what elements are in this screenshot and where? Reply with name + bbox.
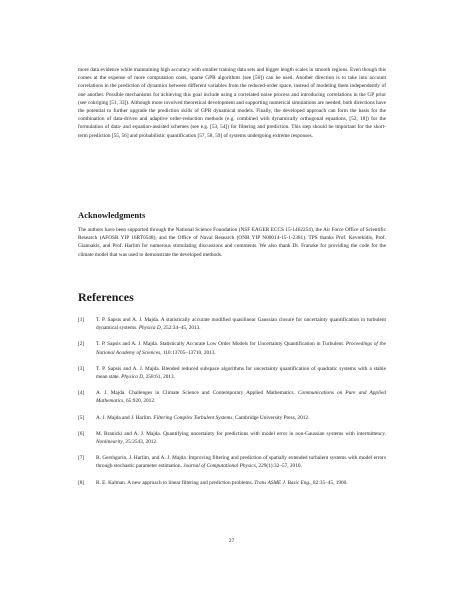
reference-item: [78, 479, 386, 487]
reference-details: , 65:920, 2012.: [123, 398, 156, 405]
page-number: 27: [228, 538, 235, 544]
reference-details: . Cambridge University Press, 2012.: [232, 414, 310, 421]
reference-title: Statistically Accurate Low Order Models for Uncertainty Quantification in Turbulent.: [158, 341, 346, 348]
reference-venue: Trans ASME J. Basic Eng.: [254, 479, 311, 486]
reference-number: [3]: [78, 365, 85, 372]
reference-venue: Physica D: [121, 374, 144, 381]
reference-details: , 252:34–45, 2013.: [160, 325, 201, 332]
body-paragraph: more data evidence while maintaining high accuracy with smaller training data sets and bigger length scales in smooth regions. Even though this comes at the expense of more computation costs, sparse GPR algorithms (see [50]) can be used. Another direction is to take into account correlations in the prediction of dynamics between different variables from the reduced-order space, instead of modeling them independently of one another. Possible mechanisms for achieving this goal include using a correlated noise process and introducing correlations in the GP prior (see cokriging [51, 33]). Although more involved theoretical development and supporting numerical simulations are needed, both directions have the potential to further upgrade the prediction skills of GPR dynamical models. Finally, the developed approach can form the basis for the combination of data-driven and adaptive order-reduction methods (e.g. combined with dynamically orthogonal equations, [52, 18]) for the formulation of data- and equation-assisted schemes (see e.g. [53, 54]) for filtering and prediction. This step should be important for the short-term prediction [55, 56] and probabilistic quantification [57, 58, 59] of systems undergoing extreme responses.: [78, 67, 386, 139]
reference-venue: Proceedings of the National Academy of Sciences: [96, 341, 386, 356]
reference-venue: Nonlinearity: [96, 439, 123, 446]
reference-authors: B. Gershgorin, J. Harlim, and A. J. Majda.: [96, 455, 188, 462]
reference-title: Blended reduced subspace algorithms for uncertainty quantification of quadratic systems with a stable mean state.: [96, 365, 386, 381]
reference-venue: Journal of Computational Physics: [183, 463, 256, 470]
reference-number: [4]: [78, 390, 85, 397]
reference-item: [78, 430, 386, 446]
reference-venue: Physica D: [138, 325, 161, 332]
reference-title: A new approach to linear filtering and prediction problems.: [126, 479, 255, 486]
reference-number: [1]: [78, 317, 85, 323]
reference-title: Challenges in Climate Science and Contemporary Applied Mathematics.: [125, 390, 299, 397]
references-heading: References: [78, 290, 134, 304]
reference-item: [78, 340, 386, 356]
reference-details: , 258:61, 2013.: [143, 374, 176, 381]
acknowledgments-paragraph: The authors have been supported through the National Science Foundation (NSF EAGER ECCS 15-1462254), the Air Force Office of Scientific Research (AFOSR YIP 16RT0548), and the Office of Naval Research (ONR YIP N00014-15-1-2381). TPS thanks Prof. Kevrekidis, Prof. Giannakis, and Prof. Harlim for numerous stimulating discussions and comments. We also thank Dr. Franzke for providing the code for the climate model that was used to demonstrate the developed methods.: [78, 227, 386, 258]
reference-item: [78, 365, 386, 381]
reference-title: Improving filtering and prediction of spatially extended turbulent systems with model errors through stochastic parameter estimation.: [96, 455, 386, 470]
reference-list: [78, 316, 386, 495]
acknowledgments-heading: Acknowledgments: [78, 210, 146, 220]
reference-authors: M. Branicki and A. J. Majda.: [96, 430, 162, 437]
reference-number: [7]: [78, 455, 85, 462]
reference-title: Quantifying uncertainty for predictions with model error in non-Gaussian systems with intermittency.: [161, 430, 386, 437]
reference-venue: Filtering Complex Turbulent Systems: [153, 414, 233, 421]
reference-item: [78, 414, 386, 422]
reference-number: [2]: [78, 341, 85, 348]
reference-authors: R. E. Kalman.: [96, 479, 127, 486]
reference-details: , 110:13705–13710, 2013.: [160, 349, 216, 356]
reference-authors: T. P. Sapsis and A. J. Majda.: [96, 317, 160, 323]
reference-details: , 25:2543, 2012.: [122, 439, 158, 446]
reference-details: , 82:35–45, 1960.: [310, 479, 348, 486]
reference-venue: Communications on Pure and Applied Mathematics: [96, 390, 387, 405]
reference-number: [6]: [78, 430, 85, 437]
reference-authors: T. P. Sapsis and A. J. Majda.: [96, 341, 159, 348]
reference-number: [5]: [78, 414, 85, 421]
reference-item: [78, 454, 386, 470]
reference-number: [8]: [78, 479, 85, 486]
reference-details: , 229(1):32–57, 2010.: [255, 463, 302, 470]
reference-authors: A. J. Majda and J. Harlim.: [96, 414, 153, 421]
reference-authors: A. J. Majda.: [96, 390, 126, 397]
reference-authors: T. P. Sapsis and A. J. Majda.: [96, 365, 160, 372]
reference-title: A statistically accurate modified quasilinear Gaussian closure for uncertainty quantification in turbulent dynamical systems.: [96, 317, 386, 332]
reference-item: [78, 316, 386, 332]
reference-item: [78, 389, 386, 405]
